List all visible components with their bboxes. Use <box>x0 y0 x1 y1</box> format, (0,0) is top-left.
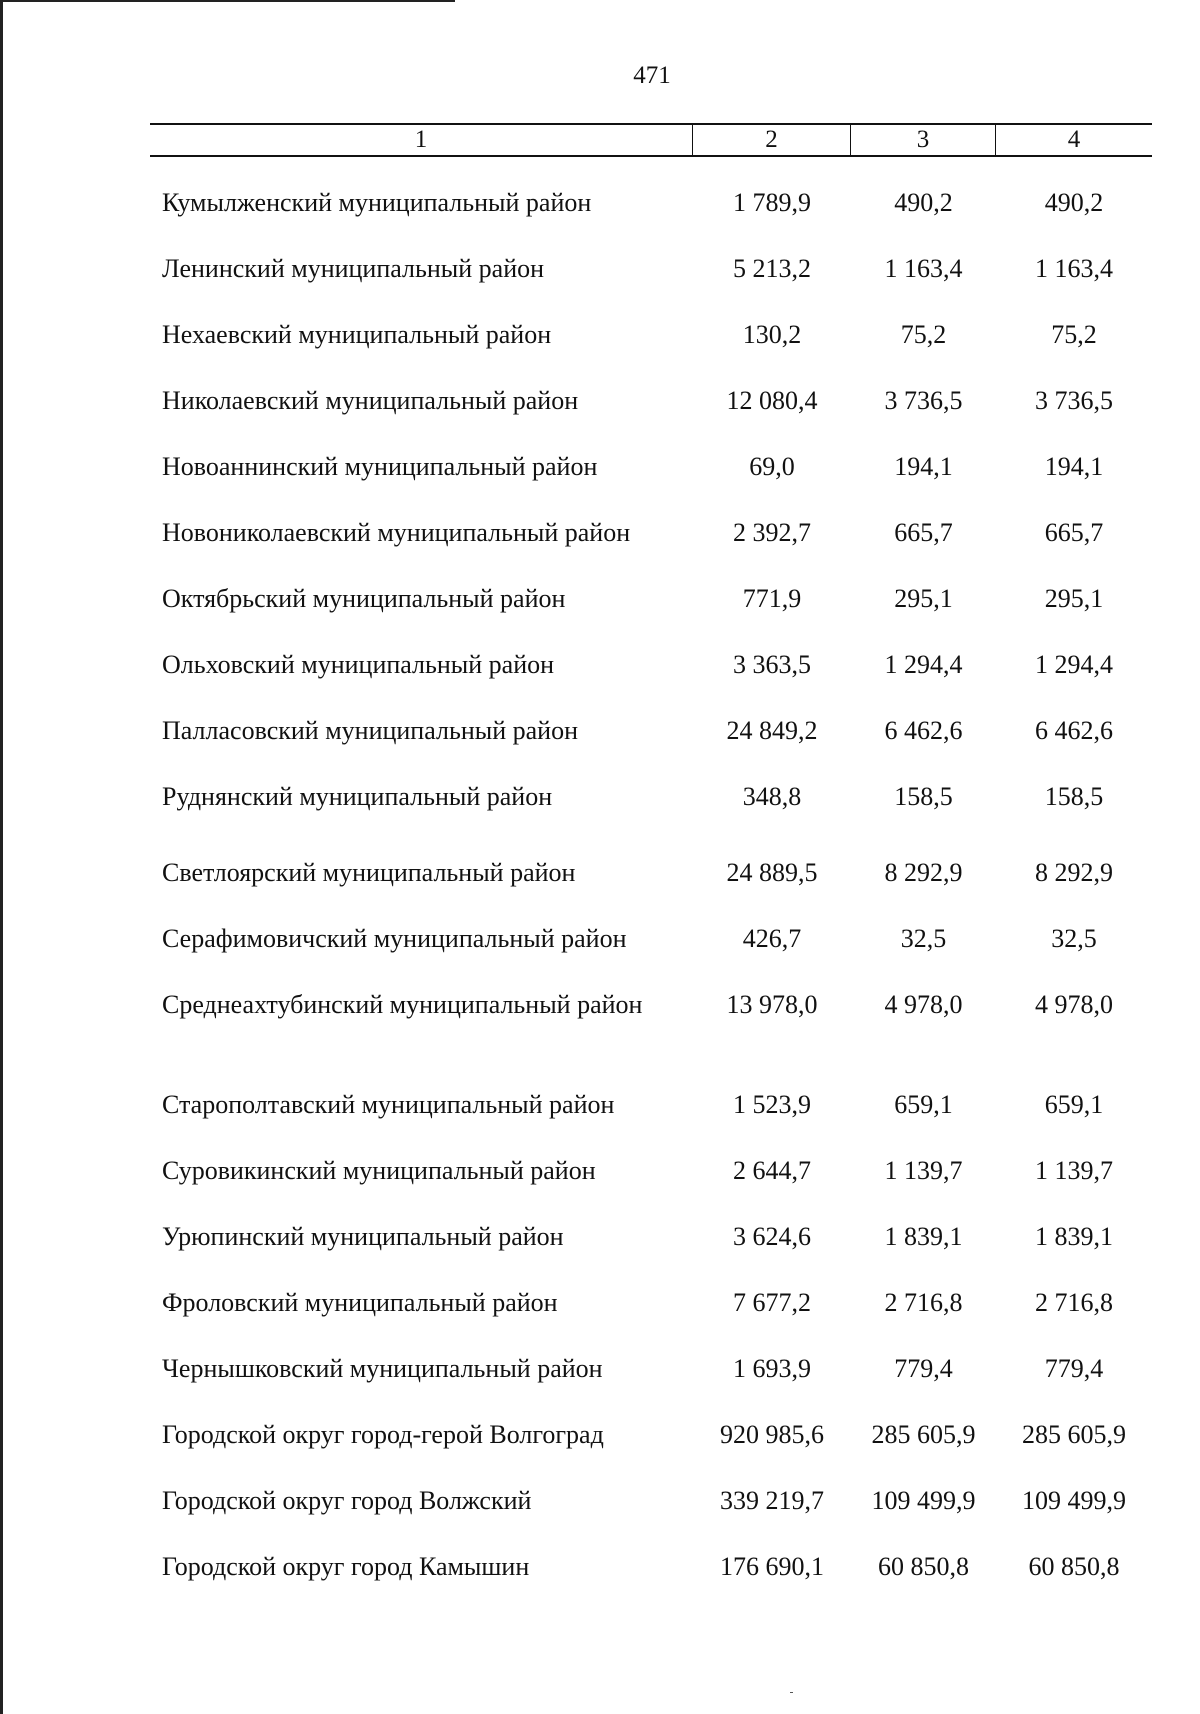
row-value-col2: 13 978,0 <box>726 990 818 1019</box>
table-row <box>150 318 1152 384</box>
table-row <box>150 1220 1152 1286</box>
row-value-col3: 4 978,0 <box>884 990 963 1019</box>
row-name: Новоаннинский муниципальный район <box>162 452 598 481</box>
page-number: 471 <box>633 62 671 89</box>
row-name: Новониколаевский муниципальный район <box>162 518 631 547</box>
row-value-col3: 109 499,9 <box>871 1486 976 1515</box>
row-value-col3: 1 139,7 <box>884 1156 963 1185</box>
column-header-2: 2 <box>693 125 851 155</box>
row-value-col4: 295,1 <box>1044 584 1104 613</box>
row-name: Ольховский муниципальный район <box>162 650 555 679</box>
row-value-col3: 659,1 <box>894 1090 953 1119</box>
row-value-col3: 1 163,4 <box>884 254 963 283</box>
table-row <box>150 516 1152 582</box>
row-name: Октябрьский муниципальный район <box>162 584 566 613</box>
table-row <box>150 582 1152 648</box>
row-value-col3: 2 716,8 <box>884 1288 963 1317</box>
table-body <box>150 186 1152 1616</box>
row-name: Серафимовичский муниципальный район <box>162 924 627 953</box>
row-name: Городской округ город Камышин <box>162 1552 530 1581</box>
row-name: Чернышковский муниципальный район <box>162 1354 603 1383</box>
row-value-col3: 285 605,9 <box>871 1420 976 1449</box>
row-value-col2: 2 644,7 <box>733 1156 811 1185</box>
row-value-col4: 779,4 <box>1044 1354 1104 1383</box>
row-value-col4: 285 605,9 <box>1022 1420 1126 1449</box>
row-name: Кумылженский муниципальный район <box>162 188 592 217</box>
row-value-col3: 1 294,4 <box>884 650 963 679</box>
row-name: Николаевский муниципальный район <box>162 386 579 415</box>
row-value-col2: 920 985,6 <box>720 1420 824 1449</box>
row-name: Городской округ город Волжский <box>162 1486 532 1515</box>
row-value-col4: 32,5 <box>1051 924 1097 953</box>
table-row <box>150 780 1152 846</box>
row-value-col2: 24 889,5 <box>726 858 818 887</box>
row-value-col2: 3 363,5 <box>733 650 811 679</box>
table-row <box>150 1418 1152 1484</box>
row-value-col2: 130,2 <box>742 320 802 349</box>
row-name: Светлоярский муниципальный район <box>162 858 576 887</box>
row-value-col3: 32,5 <box>900 924 947 953</box>
row-value-col4: 109 499,9 <box>1022 1486 1126 1515</box>
row-name: Среднеахтубинский муниципальный район <box>162 990 643 1019</box>
row-value-col2: 176 690,1 <box>720 1552 824 1581</box>
row-value-col3: 6 462,6 <box>884 716 963 745</box>
column-header-3: 3 <box>851 125 996 155</box>
row-value-col2: 5 213,2 <box>733 254 811 283</box>
row-value-col4: 1 294,4 <box>1035 650 1113 679</box>
row-value-col2: 69,0 <box>749 452 795 481</box>
row-value-col3: 194,1 <box>894 452 953 481</box>
table-header <box>150 123 1152 157</box>
row-value-col4: 158,5 <box>1044 782 1104 811</box>
row-value-col2: 771,9 <box>742 584 802 613</box>
row-name: Городской округ город-герой Волгоград <box>162 1420 604 1449</box>
row-value-col4: 2 716,8 <box>1035 1288 1113 1317</box>
table-row <box>150 1484 1152 1550</box>
table-row <box>150 856 1152 922</box>
row-value-col2: 1 523,9 <box>733 1090 811 1119</box>
row-value-col3: 779,4 <box>894 1354 953 1383</box>
row-name: Урюпинский муниципальный район <box>162 1222 564 1251</box>
column-header-1: 1 <box>150 125 693 155</box>
row-value-col3: 665,7 <box>894 518 953 547</box>
row-value-col4: 1 163,4 <box>1035 254 1113 283</box>
row-value-col2: 7 677,2 <box>733 1288 811 1317</box>
row-value-col4: 194,1 <box>1044 452 1104 481</box>
row-value-col2: 339 219,7 <box>720 1486 824 1515</box>
row-value-col4: 4 978,0 <box>1035 990 1113 1019</box>
table-row <box>150 922 1152 988</box>
row-value-col2: 1 789,9 <box>733 188 811 217</box>
table-row <box>150 1352 1152 1418</box>
row-value-col4: 1 839,1 <box>1035 1222 1113 1251</box>
row-value-col2: 1 693,9 <box>733 1354 811 1383</box>
table-row <box>150 1286 1152 1352</box>
row-value-col4: 665,7 <box>1044 518 1104 547</box>
row-value-col4: 490,2 <box>1044 188 1104 217</box>
row-name: Старополтавский муниципальный район <box>162 1090 615 1119</box>
row-name: Нехаевский муниципальный район <box>162 320 552 349</box>
row-value-col4: 659,1 <box>1044 1090 1104 1119</box>
row-value-col4: 8 292,9 <box>1035 858 1113 887</box>
table-row <box>150 1550 1152 1616</box>
row-value-col3: 3 736,5 <box>884 386 963 415</box>
row-value-col2: 2 392,7 <box>733 518 811 547</box>
scan-speck <box>790 1692 793 1693</box>
row-value-col3: 8 292,9 <box>884 858 963 887</box>
row-value-col3: 75,2 <box>900 320 947 349</box>
row-value-col4: 3 736,5 <box>1035 386 1113 415</box>
row-name: Руднянский муниципальный район <box>162 782 553 811</box>
table-row <box>150 384 1152 450</box>
row-value-col2: 24 849,2 <box>726 716 818 745</box>
row-value-col2: 426,7 <box>742 924 802 953</box>
table-row <box>150 186 1152 252</box>
row-value-col4: 75,2 <box>1051 320 1097 349</box>
row-value-col3: 158,5 <box>894 782 953 811</box>
scan-top-edge <box>0 0 455 2</box>
row-value-col3: 490,2 <box>894 188 953 217</box>
table-row <box>150 1154 1152 1220</box>
row-value-col2: 3 624,6 <box>733 1222 811 1251</box>
row-value-col2: 348,8 <box>742 782 802 811</box>
column-header-4: 4 <box>1067 126 1081 153</box>
scan-left-edge <box>0 0 3 1714</box>
table-row <box>150 1088 1152 1154</box>
row-value-col3: 60 850,8 <box>878 1552 969 1581</box>
row-value-col4: 1 139,7 <box>1035 1156 1113 1185</box>
table-row <box>150 714 1152 780</box>
row-name: Палласовский муниципальный район <box>162 716 578 745</box>
row-value-col3: 1 839,1 <box>884 1222 963 1251</box>
row-name: Суровикинский муниципальный район <box>162 1156 596 1185</box>
table-row <box>150 252 1152 318</box>
table-row <box>150 988 1152 1088</box>
row-name: Ленинский муниципальный район <box>162 254 545 283</box>
row-name: Фроловский муниципальный район <box>162 1288 558 1317</box>
row-value-col4: 6 462,6 <box>1035 716 1113 745</box>
row-value-col4: 60 850,8 <box>1028 1552 1120 1581</box>
table-row <box>150 648 1152 714</box>
row-value-col2: 12 080,4 <box>726 386 818 415</box>
table-row <box>150 450 1152 516</box>
row-value-col3: 295,1 <box>894 584 953 613</box>
